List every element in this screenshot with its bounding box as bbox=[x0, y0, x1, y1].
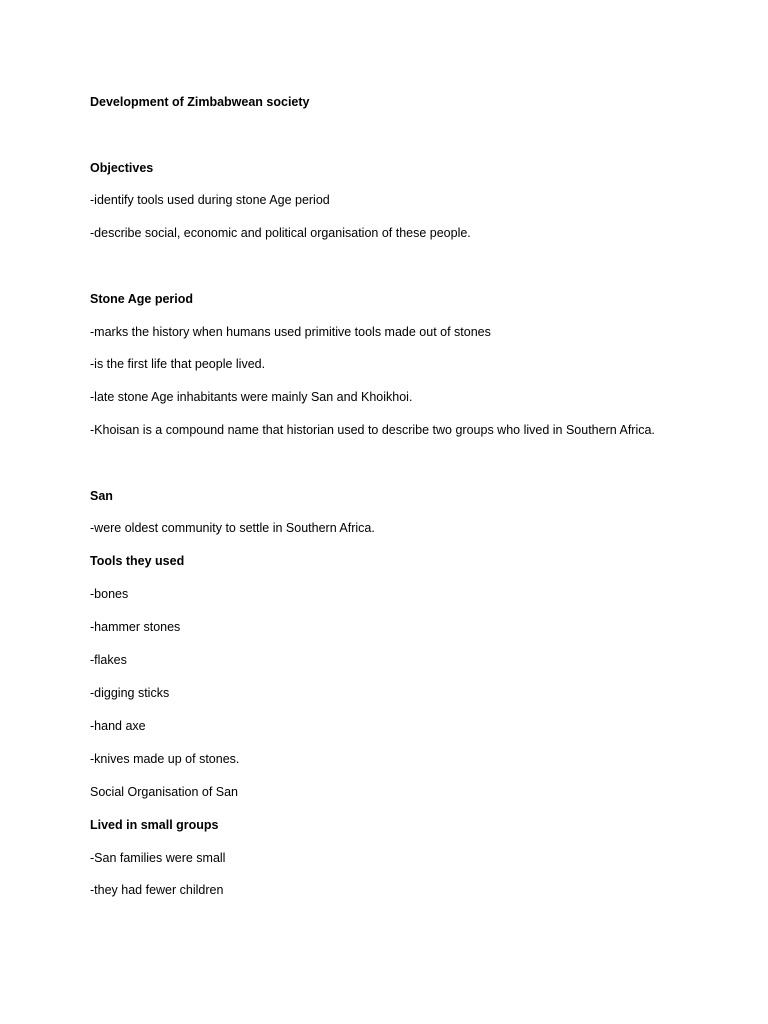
stone-age-item: -late stone Age inhabitants were mainly San and Khoikhoi. bbox=[90, 390, 413, 404]
stone-age-heading: Stone Age period bbox=[90, 292, 194, 306]
document-title: Development of Zimbabwean society bbox=[90, 95, 310, 109]
stone-age-item: -Khoisan is a compound name that historian used to describe two groups who lived in Southern Africa. bbox=[90, 423, 655, 437]
objectives-heading: Objectives bbox=[90, 161, 154, 175]
objective-item: -identify tools used during stone Age period bbox=[90, 193, 330, 207]
tool-item: -digging sticks bbox=[90, 686, 170, 700]
tools-heading: Tools they used bbox=[90, 554, 185, 568]
stone-age-item: -marks the history when humans used primitive tools made out of stones bbox=[90, 325, 491, 339]
groups-item: -they had fewer children bbox=[90, 883, 224, 897]
groups-heading: Lived in small groups bbox=[90, 818, 219, 832]
san-intro: -were oldest community to settle in Southern Africa. bbox=[90, 521, 375, 535]
tool-item: -hand axe bbox=[90, 719, 146, 733]
tool-item: -knives made up of stones. bbox=[90, 752, 240, 766]
groups-item: -San families were small bbox=[90, 851, 226, 865]
tool-item: -flakes bbox=[90, 653, 127, 667]
social-organisation-heading: Social Organisation of San bbox=[90, 785, 239, 799]
tool-item: -hammer stones bbox=[90, 620, 181, 634]
stone-age-item: -is the first life that people lived. bbox=[90, 357, 266, 371]
san-heading: San bbox=[90, 489, 113, 503]
objective-item: -describe social, economic and political organisation of these people. bbox=[90, 226, 471, 240]
tool-item: -bones bbox=[90, 587, 129, 601]
